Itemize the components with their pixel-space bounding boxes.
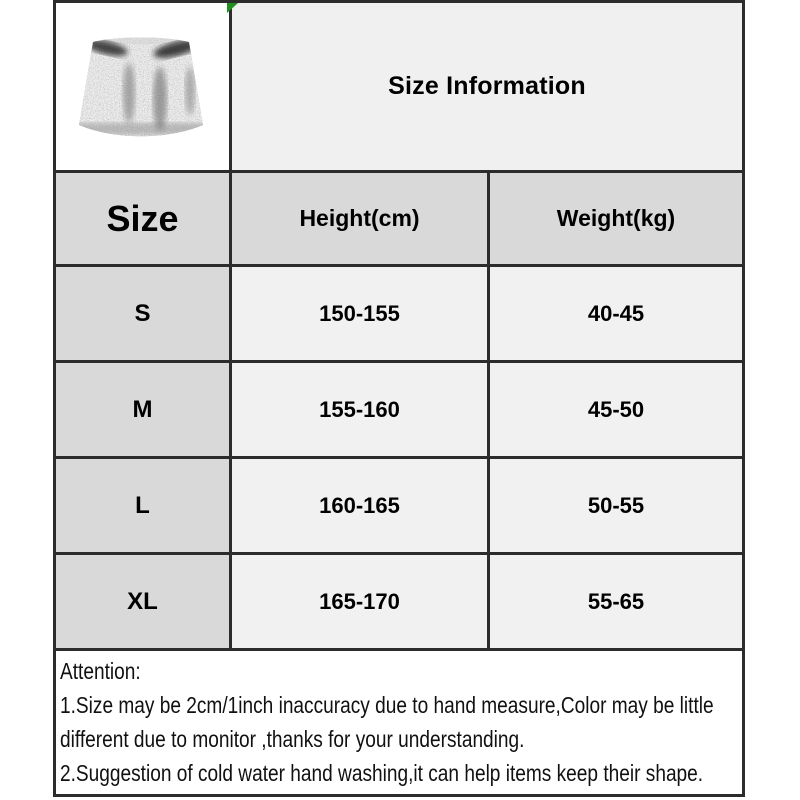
size-label: S xyxy=(134,299,151,327)
weight-value: 40-45 xyxy=(587,300,645,326)
column-header-weight-label: Weight(kg) xyxy=(556,205,676,231)
column-header-height xyxy=(232,173,490,264)
table-row-xl xyxy=(56,555,742,651)
height-cell-m xyxy=(232,363,490,456)
size-label: M xyxy=(132,395,153,423)
height-cell-s xyxy=(232,267,490,360)
height-value: 155-160 xyxy=(319,396,400,422)
table-row-s xyxy=(56,267,742,363)
size-chart-table xyxy=(53,0,745,797)
height-cell-xl xyxy=(232,555,490,648)
weight-cell-s xyxy=(490,267,742,360)
height-value: 165-170 xyxy=(319,588,400,614)
size-cell-xl xyxy=(56,555,232,648)
size-label: XL xyxy=(127,587,158,615)
weight-cell-l xyxy=(490,459,742,552)
attention-heading: Attention: xyxy=(60,658,141,684)
attention-line-1: 1.Size may be 2cm/1inch inaccuracy due to hand measure,Color may be little xyxy=(60,692,714,718)
column-header-size-label: Size xyxy=(106,197,179,239)
size-cell-l xyxy=(56,459,232,552)
product-photo-skirt xyxy=(72,33,210,143)
column-header-row xyxy=(56,173,742,267)
size-cell-s xyxy=(56,267,232,360)
height-value: 160-165 xyxy=(319,492,400,518)
height-cell-l xyxy=(232,459,490,552)
column-header-weight xyxy=(490,173,742,264)
weight-value: 50-55 xyxy=(587,492,645,518)
height-value: 150-155 xyxy=(319,300,400,326)
weight-cell-xl xyxy=(490,555,742,648)
table-title-cell xyxy=(232,3,742,170)
column-header-height-label: Height(cm) xyxy=(299,205,420,231)
attention-line-2: different due to monitor ,thanks for your understanding. xyxy=(60,726,525,752)
weight-cell-m xyxy=(490,363,742,456)
attention-note xyxy=(56,651,742,794)
size-label: L xyxy=(135,491,150,519)
table-row-l xyxy=(56,459,742,555)
weight-value: 55-65 xyxy=(587,588,645,614)
table-row-m xyxy=(56,363,742,459)
column-header-size xyxy=(56,173,232,264)
size-cell-m xyxy=(56,363,232,456)
page-title: Size Information xyxy=(388,72,586,100)
attention-line-3: 2.Suggestion of cold water hand washing,it can help items keep their shape. xyxy=(60,760,704,786)
product-photo-cell xyxy=(56,3,232,170)
top-row xyxy=(56,3,742,173)
weight-value: 45-50 xyxy=(587,396,645,422)
